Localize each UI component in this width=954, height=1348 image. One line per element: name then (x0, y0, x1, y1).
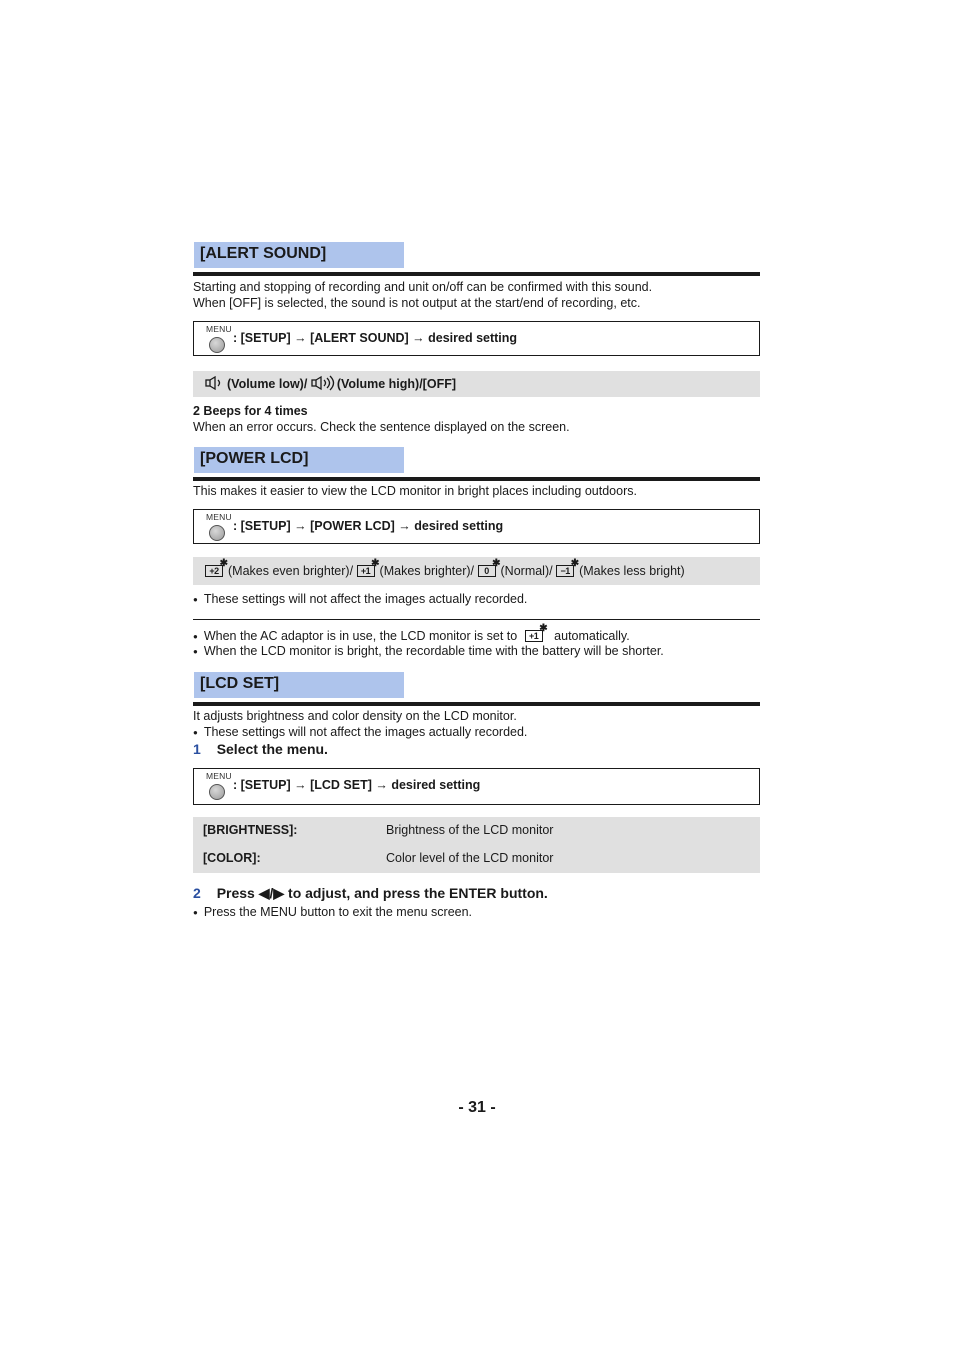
power-lcd-heading (193, 447, 760, 481)
lcd-brightness-normal-icon: 0 ✱ (478, 562, 500, 578)
power-menu-path-box (193, 509, 760, 544)
power-options (205, 558, 685, 579)
power-intro: This makes it easier to view the LCD monitor in bright places including outdoors. (193, 484, 637, 498)
menu-disc-icon (209, 525, 225, 541)
step-1 (193, 741, 328, 758)
power-lcd-title: [POWER LCD] (194, 447, 404, 473)
power-option-label: (Makes even brighter)/ (228, 564, 354, 578)
lcd-set-title: [LCD SET] (194, 672, 404, 698)
lcd-set-heading (193, 672, 760, 706)
power-option-label: (Makes less bright) (579, 564, 685, 578)
lcdset-menu-path: : [SETUP] → [LCD SET] → desired setting (233, 778, 481, 792)
volume-low-icon (205, 376, 227, 390)
step-1-text: Select the menu. (216, 741, 328, 757)
alert-intro-1: Starting and stopping of recording and unit on/off can be confirmed with this sound. (193, 280, 653, 294)
alert-intro-2: When [OFF] is selected, the sound is not output at the start/end of recording, etc. (193, 296, 641, 310)
table-key: [BRIGHTNESS]: (203, 823, 298, 837)
menu-disc-icon (209, 784, 225, 800)
step-2-note: ● Press the MENU button to exit the menu screen. (193, 904, 472, 922)
power-note-battery: ● When the LCD monitor is bright, the recordable time with the battery will be shorter. (193, 643, 664, 661)
table-value: Brightness of the LCD monitor (386, 823, 554, 837)
lcd-brightness-plus2-icon: +2 ✱ (205, 562, 227, 578)
power-menu-path: : [SETUP] → [POWER LCD] → desired setting (233, 519, 504, 533)
beeps-desc: When an error occurs. Check the sentence displayed on the screen. (193, 420, 570, 434)
lcdset-menu-path-box (193, 768, 760, 805)
alert-options (205, 375, 456, 392)
lcd-brightness-plus1-icon: +1 ✱ (525, 627, 547, 643)
alert-menu-path: : [SETUP] → [ALERT SOUND] → desired setting (233, 331, 518, 345)
step-2 (193, 885, 548, 902)
menu-button-icon (205, 772, 231, 802)
lcdset-intro: It adjusts brightness and color density on the LCD monitor. (193, 709, 517, 723)
power-option-label: (Normal)/ (500, 564, 553, 578)
step-2-text: Press ◀/▶ to adjust, and press the ENTER button. (216, 885, 548, 901)
page-number: - 31 - (458, 1099, 496, 1116)
volume-low-label: (Volume low)/ (227, 377, 308, 391)
volume-high-icon (311, 375, 337, 391)
step-1-number: 1 (193, 741, 201, 757)
beeps-title: 2 Beeps for 4 times (193, 404, 308, 418)
lcd-brightness-plus1-icon: +1 ✱ (357, 562, 379, 578)
lcdset-options-table (193, 817, 760, 873)
step-2-number: 2 (193, 885, 201, 901)
power-options-band (193, 557, 760, 585)
volume-high-label: (Volume high)/[OFF] (336, 377, 457, 391)
lcd-brightness-minus1-icon: −1 ✱ (556, 562, 578, 578)
alert-menu-path-box (193, 321, 760, 356)
menu-icon-label: MENU (206, 512, 232, 522)
power-option-label: (Makes brighter)/ (379, 564, 475, 578)
table-value: Color level of the LCD monitor (386, 851, 554, 865)
divider (193, 619, 760, 620)
lcdset-note: ● These settings will not affect the images actually recorded. (193, 724, 527, 742)
menu-disc-icon (209, 337, 225, 353)
alert-sound-title: [ALERT SOUND] (194, 242, 404, 268)
menu-button-icon (205, 513, 231, 543)
menu-button-icon (205, 325, 231, 355)
menu-icon-label: MENU (206, 771, 232, 781)
alert-sound-heading (193, 242, 760, 276)
power-note-ac: ● When the AC adaptor is in use, the LCD monitor is set to +1 ✱ automatically. (193, 627, 630, 646)
power-note: ● These settings will not affect the images actually recorded. (193, 591, 527, 609)
alert-options-band (193, 371, 760, 397)
table-key: [COLOR]: (203, 851, 261, 865)
menu-icon-label: MENU (206, 324, 232, 334)
